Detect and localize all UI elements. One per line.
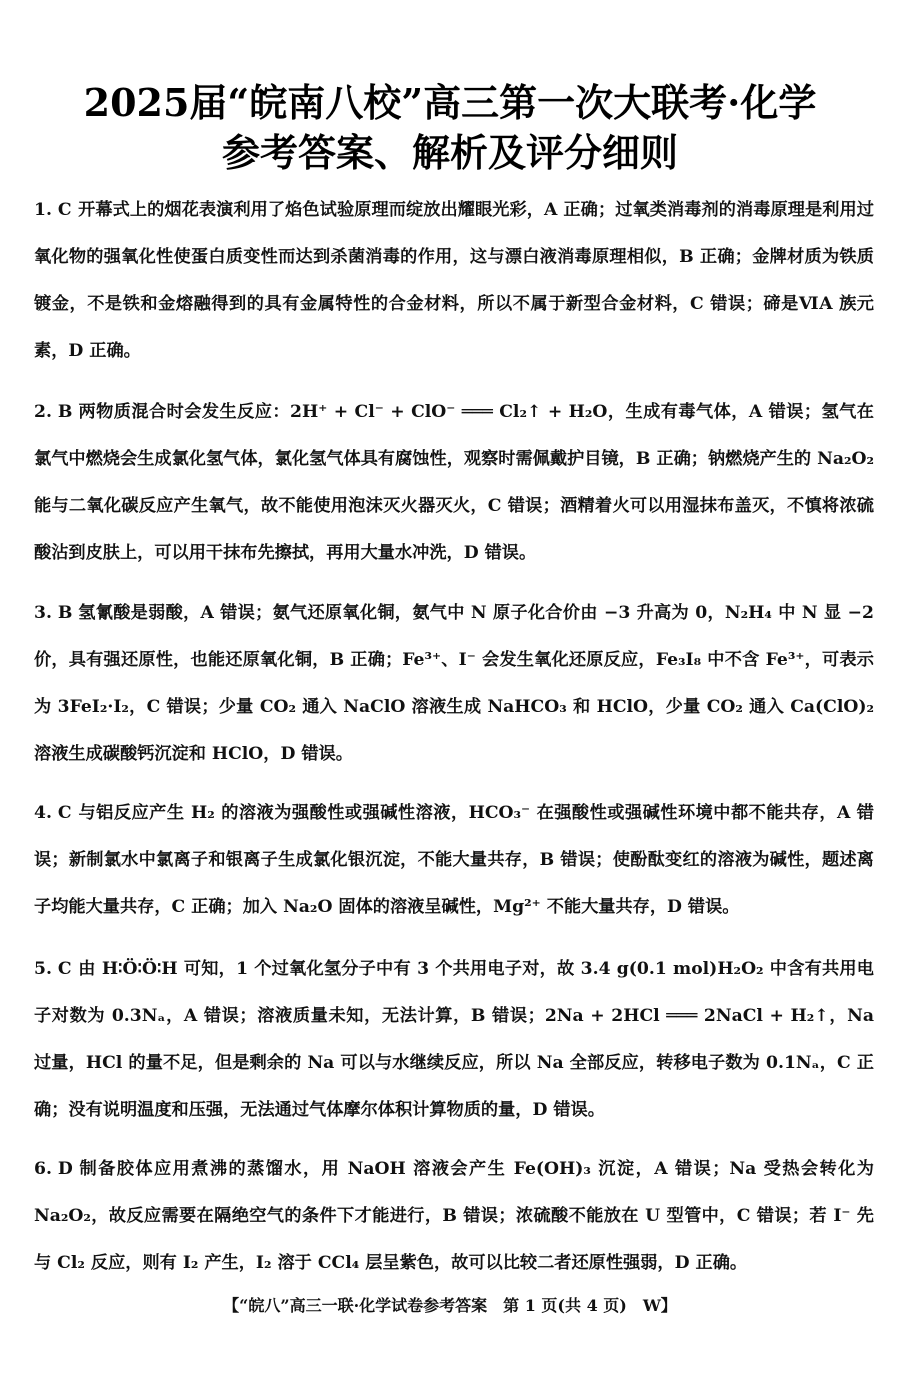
question-number: 2. B [34,402,73,422]
question-explanation: 与铝反应产生 H₂ 的溶液为强酸性或强碱性溶液，HCO₃⁻ 在强酸性或强碱性环境中都不能共存，A 错误；新制氯水中氯离子和银离子生成氯化银沉淀，不能大量共存，B 错误；使酚酞变红的溶液为碱性，题述离子均能大量共存，C 正确；加入 Na₂O 固体的溶液呈碱性，Mg²⁺ 不能大量共存，D 错误。 [34,803,874,917]
question-explanation: 开幕式上的烟花表演利用了焰色试验原理而绽放出耀眼光彩，A 正确；过氧类消毒剂的消毒原理是利用过氧化物的强氧化性使蛋白质变性而达到杀菌消毒的作用，这与漂白液消毒原理相似，B 正确；金牌材质为铁质镀金，不是铁和金熔融得到的具有金属特性的合金材料，所以不属于新型合金材料，C 错误；碲是ⅥA 族元素，D 正确。 [34,200,874,361]
question-number: 6. D [34,1159,73,1179]
page-footer: 【“皖八”高三一联·化学试卷参考答案 第 1 页(共 4 页) W】 [223,1296,677,1315]
question-number: 3. B [34,603,73,623]
question-item [34,1146,874,1287]
question-item [34,590,874,778]
question-item [34,946,874,1134]
page-subtitle: 参考答案、解析及评分细则 [221,130,678,175]
question-explanation: 两物质混合时会发生反应：2H⁺ + Cl⁻ + ClO⁻ ═══ Cl₂↑ + H₂O，生成有毒气体，A 错误；氢气在氯气中燃烧会生成氯化氢气体，氯化氢气体具有腐蚀性，观察时需佩戴护目镜，B 正确；钠燃烧产生的 Na₂O₂ 能与二氧化碳反应产生氧气，故不能使用泡沫灭火器灭火，C 错误；酒精着火可以用湿抹布盖灭，不慎将浓硫酸沾到皮肤上，可以用干抹布先擦拭，再用大量水冲洗，D 错误。 [34,402,874,563]
question-number: 1. C [34,200,72,220]
page-title: 2025届“皖南八校”高三第一次大联考·化学 [83,80,817,125]
question-number: 4. C [34,803,72,823]
question-explanation: 制备胶体应用煮沸的蒸馏水，用 NaOH 溶液会产生 Fe(OH)₃ 沉淀，A 错误；Na 受热会转化为 Na₂O₂，故反应需要在隔绝空气的条件下才能进行，B 错误；浓硫酸不能放在 U 型管中，C 错误；若 I⁻ 先与 Cl₂ 反应，则有 I₂ 产生，I₂ 溶于 CCl₄ 层呈紫色，故可以比较二者还原性强弱，D 正确。 [34,1159,874,1273]
question-explanation: 氢氰酸是弱酸，A 错误；氨气还原氧化铜，氨气中 N 原子化合价由 −3 升高为 0，N₂H₄ 中 N 显 −2 价，具有强还原性，也能还原氧化铜，B 正确；Fe³⁺、I⁻ 会发生氧化还原反应，Fe₃I₈ 中不含 Fe³⁺，可表示为 3FeI₂·I₂，C 错误；少量 CO₂ 通入 NaClO 溶液生成 NaHCO₃ 和 HClO，少量 CO₂ 通入 Ca(ClO)₂ 溶液生成碳酸钙沉淀和 HClO，D 错误。 [34,603,874,764]
question-item [34,790,874,931]
question-item [34,389,874,577]
question-item [34,187,874,375]
question-explanation: 由 H∶Ö∶Ö∶H 可知，1 个过氧化氢分子中有 3 个共用电子对，故 3.4 g(0.1 mol)H₂O₂ 中含有共用电子对数为 0.3Nₐ，A 错误；溶液质量未知，无法计算，B 错误；2Na + 2HCl ═══ 2NaCl + H₂↑，Na 过量，HCl 的量不足，但是剩余的 Na 可以与水继续反应，所以 Na 全部反应，转移电子数为 0.1Nₐ，C 正确；没有说明温度和压强，无法通过气体摩尔体积计算物质的量，D 错误。 [34,959,874,1120]
question-number: 5. C [34,959,72,979]
